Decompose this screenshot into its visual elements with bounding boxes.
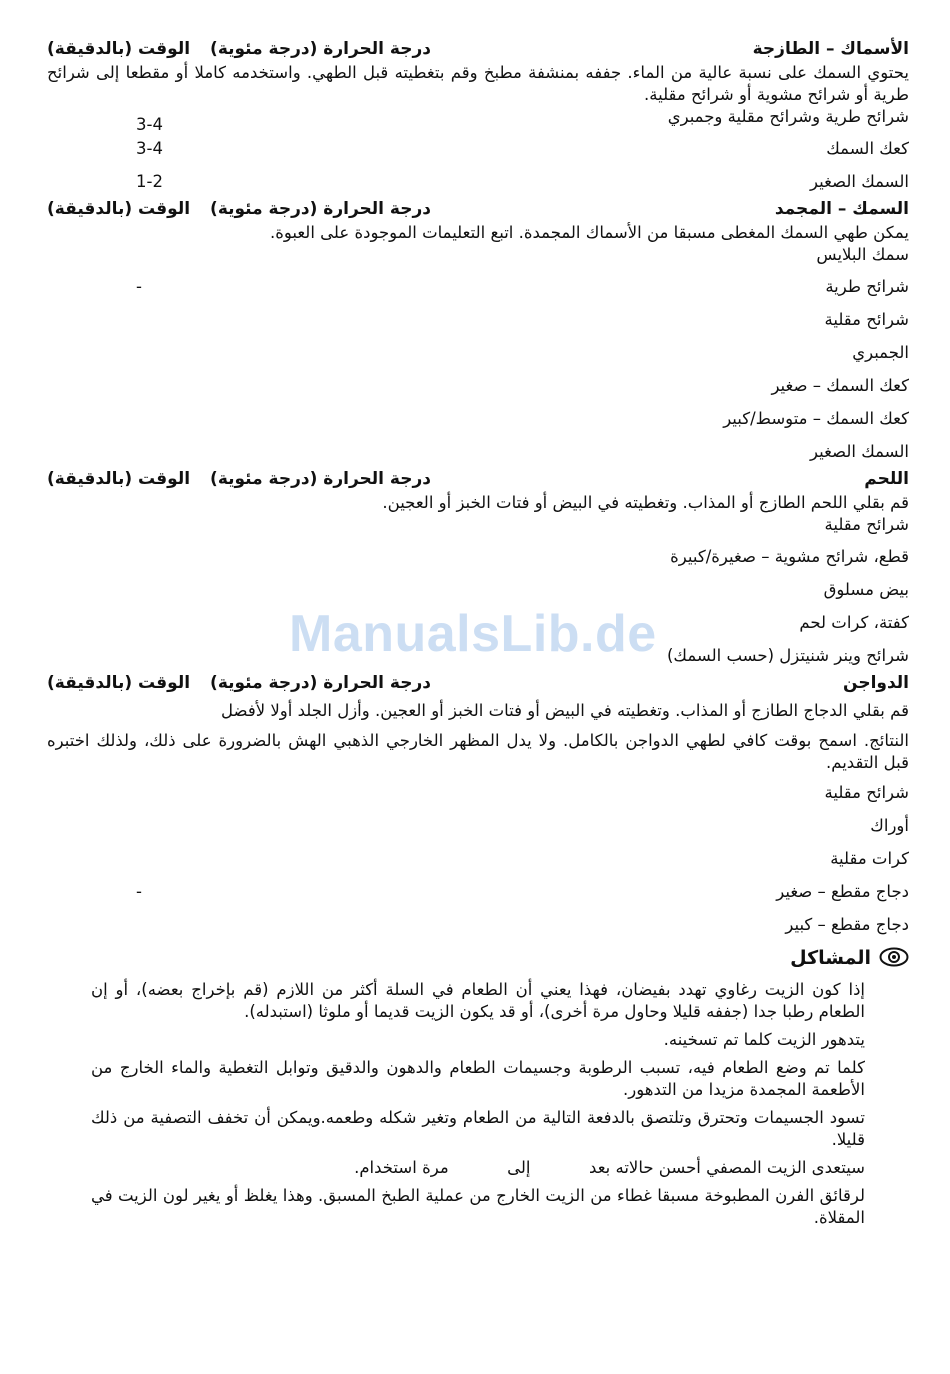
problem-paragraph: تسود الجسيمات وتحترق وتلتصق بالدفعة التالية من الطعام وتغير شكله وطعمه.ويمكن أن تخفف التصفية من ذلك قليلا. [91, 1108, 865, 1149]
table-row [47, 906, 909, 939]
table-row [47, 840, 909, 873]
table-row [47, 637, 909, 670]
problems-list [91, 979, 865, 1229]
watermark: ManualsLib.de [289, 605, 657, 663]
time-column-header: الوقت (بالدقيقة) [47, 39, 191, 59]
section-description: يحتوي السمك على نسبة عالية من الماء. جففه بمنشفة مطبخ وقم بتغطيته قبل الطهي. واستخدمه كاملا أو مقطعا إلى شرائح طرية أو شرائح مشوية أو شرائح مقلية. [47, 63, 909, 104]
food-label: كعك السمك – صغير [771, 376, 909, 395]
section-title: الدواجن [843, 673, 909, 693]
document-page [47, 36, 909, 1235]
table-row [47, 807, 909, 840]
section-title: الأسماك – الطازجة [752, 39, 909, 59]
section-description: قم بقلي اللحم الطازج أو المذاب. وتغطيته في البيض أو فتات الخبز أو العجين. [382, 493, 909, 512]
frozen-fish-header [47, 196, 909, 222]
table-row [47, 244, 909, 268]
food-label: سمك البلايس [816, 245, 909, 264]
table-row [47, 106, 909, 134]
temperature-column-header: درجة الحرارة (درجة مئوية) [210, 39, 431, 59]
table-row [47, 571, 909, 604]
table-row [47, 301, 909, 334]
table-row [47, 514, 909, 538]
problem-text: مرة استخدام. [354, 1158, 449, 1177]
time-column-header: الوقت (بالدقيقة) [47, 199, 191, 219]
table-row [47, 538, 909, 571]
table-row [47, 268, 909, 301]
table-row [47, 163, 909, 196]
problem-paragraph: كلما تم وضع الطعام فيه، تسبب الرطوبة وجسيمات الطعام والدهون والدقيق وتوابل التغطية والماء الخارج من الأطعمة المجمدة مزيدا من التدهور. [91, 1058, 865, 1099]
time-column-header: الوقت (بالدقيقة) [47, 673, 191, 693]
food-label: شرائح مقلية [824, 783, 909, 802]
temperature-column-header: درجة الحرارة (درجة مئوية) [210, 469, 431, 489]
problem-paragraph: إذا كون الزيت رغاوي تهدد بفيضان، فهذا يعني أن الطعام في السلة أكثر من اللازم (قم بإخراج بعضه)، أو إن الطعام رطبا جدا (جففه قليلا وحاول مرة أخرى)، أو قد يكون الزيت قديما أو ملوثا (استبدله). [91, 980, 865, 1021]
section-title: السمك – المجمد [774, 199, 909, 219]
table-row [47, 433, 909, 466]
food-label: كعك السمك – متوسط/كبير [723, 409, 909, 428]
food-label: شرائح مقلية [824, 310, 909, 329]
time-column-header: الوقت (بالدقيقة) [47, 469, 191, 489]
section-description: النتائج. اسمح بوقت كافي لطهي الدواجن بالكامل. ولا يدل المظهر الخارجي الذهبي الهش بالضرورة على ذلك، ولذلك اختبره قبل التقديم. [47, 731, 909, 772]
fresh-fish-header [47, 36, 909, 62]
problem-text: إلى [507, 1158, 531, 1177]
time-value: 3-4 [136, 139, 163, 158]
food-label: شرائح مقلية [824, 515, 909, 534]
food-label: كعك السمك [826, 139, 909, 158]
section-title: اللحم [864, 469, 909, 489]
table-row [47, 130, 909, 163]
temperature-column-header: درجة الحرارة (درجة مئوية) [210, 673, 431, 693]
food-label: الجمبري [852, 343, 909, 362]
food-label: السمك الصغير [810, 442, 909, 461]
food-label: كفتة، كرات لحم [799, 613, 909, 632]
table-row [47, 774, 909, 807]
food-label: دجاج مقطع – كبير [785, 915, 909, 934]
problem-text: سيتعدى الزيت المصفي أحسن حالاته بعد [589, 1158, 865, 1177]
problems-heading [47, 939, 909, 979]
table-row [47, 873, 909, 906]
food-label: أوراك [870, 816, 909, 835]
food-label: شرائح وينر شنيتزل (حسب السمك) [666, 646, 909, 665]
problem-paragraph [91, 1157, 865, 1179]
problems-title: المشاكل [790, 947, 871, 969]
temperature-column-header: درجة الحرارة (درجة مئوية) [210, 199, 431, 219]
poultry-header [47, 670, 909, 696]
food-label: السمك الصغير [810, 172, 909, 191]
food-label: بيض مسلوق [823, 580, 909, 599]
meat-header [47, 466, 909, 492]
time-value: 3-4 [136, 115, 163, 134]
food-label: شرائح طرية [825, 277, 909, 296]
time-value: 1-2 [136, 172, 163, 191]
table-row [47, 400, 909, 433]
eye-icon [879, 947, 909, 967]
time-value: - [136, 277, 142, 296]
problem-paragraph: لرقائق الفرن المطبوخة مسبقا غطاء من الزيت الخارج من عملية الطبخ المسبق. وهذا يغلظ أو يغير لون الزيت في المقلاة. [91, 1186, 865, 1227]
section-description: قم بقلي الدجاج الطازج أو المذاب. وتغطيته في البيض أو فتات الخبز أو العجين. وأزل الجلد أولا لأفضل [221, 701, 909, 720]
food-label: قطع، شرائح مشوية – صغيرة/كبيرة [670, 547, 909, 566]
section-description: يمكن طهي السمك المغطى مسبقا من الأسماك المجمدة. اتبع التعليمات الموجودة على العبوة. [269, 223, 909, 242]
problem-paragraph: يتدهور الزيت كلما تم تسخينه. [663, 1030, 865, 1049]
time-value: - [136, 882, 142, 901]
food-label: دجاج مقطع – صغير [776, 882, 909, 901]
food-label: كرات مقلية [830, 849, 909, 868]
table-row [47, 334, 909, 367]
table-row [47, 604, 909, 637]
food-label: شرائح طرية وشرائح مقلية وجمبري [667, 107, 909, 126]
table-row [47, 367, 909, 400]
